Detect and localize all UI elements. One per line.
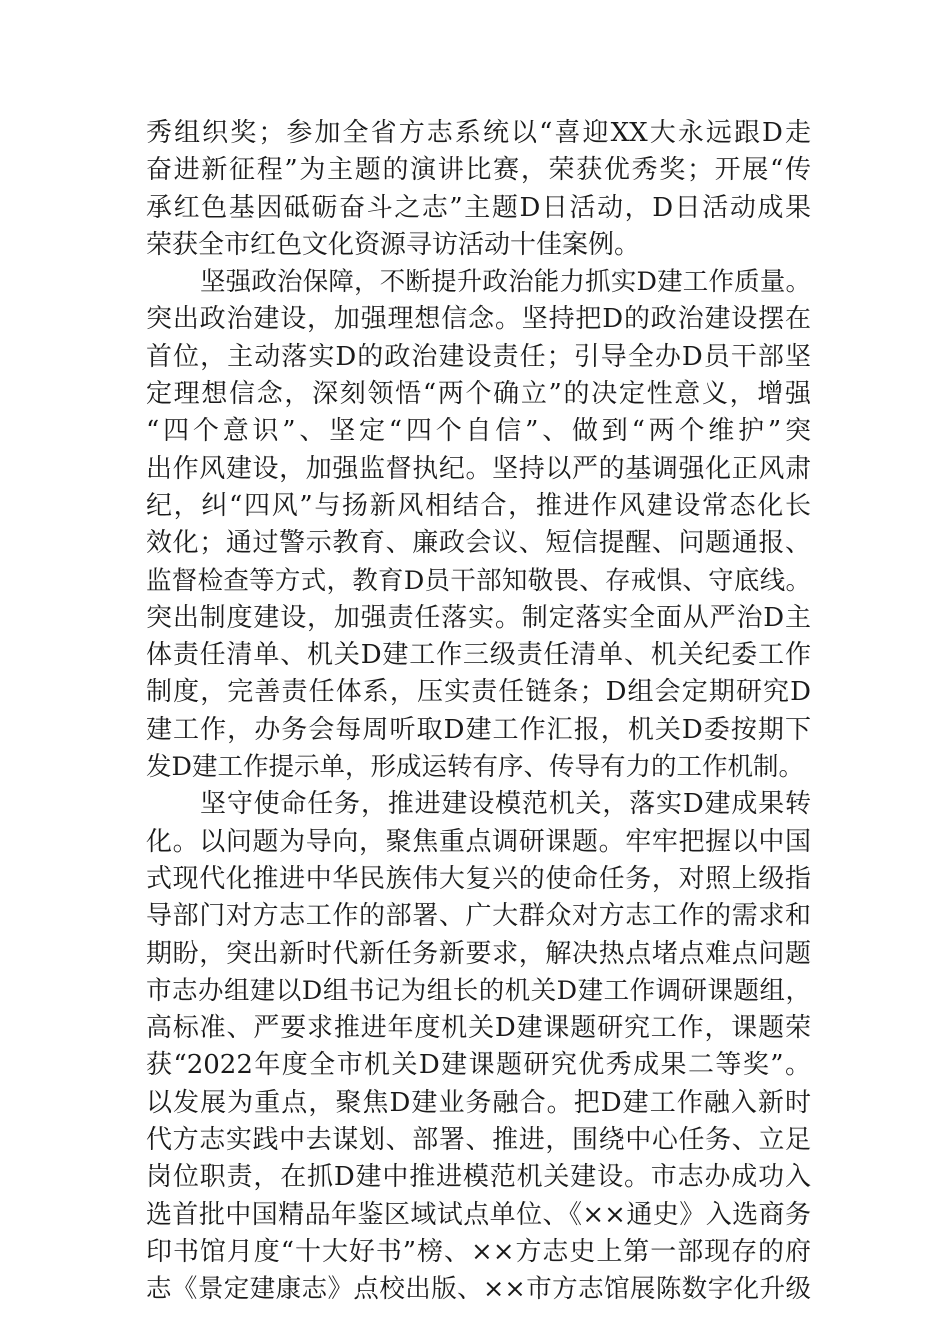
text-line: 出作风建设，加强监督执纪。坚持以严的基调强化正风肃 [146, 453, 811, 484]
text-line: 获“2022年度全市机关D建课题研究优秀成果二等奖”。 [146, 1050, 811, 1081]
text-line: 式现代化推进中华民族伟大复兴的使命任务，对照上级指 [146, 863, 811, 894]
text-line: 建工作，办务会每周听取D建工作汇报，机关D委按期下 [146, 714, 811, 745]
text-line: 纪，纠“四风”与扬新风相结合，推进作风建设常态化长 [146, 490, 811, 521]
text-line: 发D建工作提示单，形成运转有序、传导有力的工作机制。 [146, 752, 804, 783]
text-line: 定理想信念，深刻领悟“两个确立”的决定性意义，增强 [146, 379, 811, 410]
text-line: 市志办组建以D组书记为组长的机关D建工作调研课题组， [146, 975, 811, 1006]
text-line: 岗位职责，在抓D建中推进模范机关建设。市志办成功入 [146, 1162, 811, 1193]
text-line: 高标准、严要求推进年度机关D建课题研究工作，课题荣 [146, 1013, 811, 1044]
text-line: 体责任清单、机关D建工作三级责任清单、机关纪委工作 [146, 640, 811, 671]
text-line: 秀组织奖；参加全省方志系统以“喜迎XX大永远跟D走 [146, 118, 811, 148]
text-line: 导部门对方志工作的部署、广大群众对方志工作的需求和 [146, 901, 811, 932]
paragraph-first-line: 坚守使命任务，推进建设模范机关，落实D建成果转 [200, 789, 811, 820]
text-line: 荣获全市红色文化资源寻访活动十佳案例。 [146, 229, 641, 260]
paragraph-first-line: 坚强政治保障，不断提升政治能力抓实D建工作质量。 [200, 267, 811, 298]
body-text [146, 115, 811, 1309]
text-line: 期盼，突出新时代新任务新要求，解决热点堵点难点问题 [146, 938, 811, 969]
text-line: 制度，完善责任体系，压实责任链条；D组会定期研究D [146, 677, 811, 708]
text-line: 首位，主动落实D的政治建设责任；引导全办D员干部坚 [146, 341, 811, 372]
text-line: 选首批中国精品年鉴区域试点单位、《××通史》入选商务 [146, 1199, 811, 1230]
text-line: 代方志实践中去谋划、部署、推进，围绕中心任务、立足 [146, 1125, 811, 1156]
text-line: 监督检查等方式，教育D员干部知敬畏、存戒惧、守底线。 [146, 565, 811, 596]
text-line: 承红色基因砥砺奋斗之志”主题D日活动，D日活动成果 [146, 192, 811, 223]
text-line: “四个意识”、坚定“四个自信”、做到“两个维护”突 [146, 416, 811, 447]
text-line: 以发展为重点，聚焦D建业务融合。把D建工作融入新时 [146, 1087, 811, 1118]
text-line: 突出制度建设，加强责任落实。制定落实全面从严治D主 [146, 602, 811, 633]
text-line: 奋进新征程”为主题的演讲比赛，荣获优秀奖；开展“传 [146, 155, 811, 186]
text-line: 突出政治建设，加强理想信念。坚持把D的政治建设摆在 [146, 304, 811, 335]
text-line: 印书馆月度“十大好书”榜、××方志史上第一部现存的府 [146, 1236, 811, 1267]
text-line: 志《景定建康志》点校出版、××市方志馆展陈数字化升级 [146, 1274, 811, 1305]
text-line: 效化；通过警示教育、廉政会议、短信提醒、问题通报、 [146, 528, 811, 559]
text-line: 化。以问题为导向，聚焦重点调研课题。牢牢把握以中国 [146, 826, 811, 857]
